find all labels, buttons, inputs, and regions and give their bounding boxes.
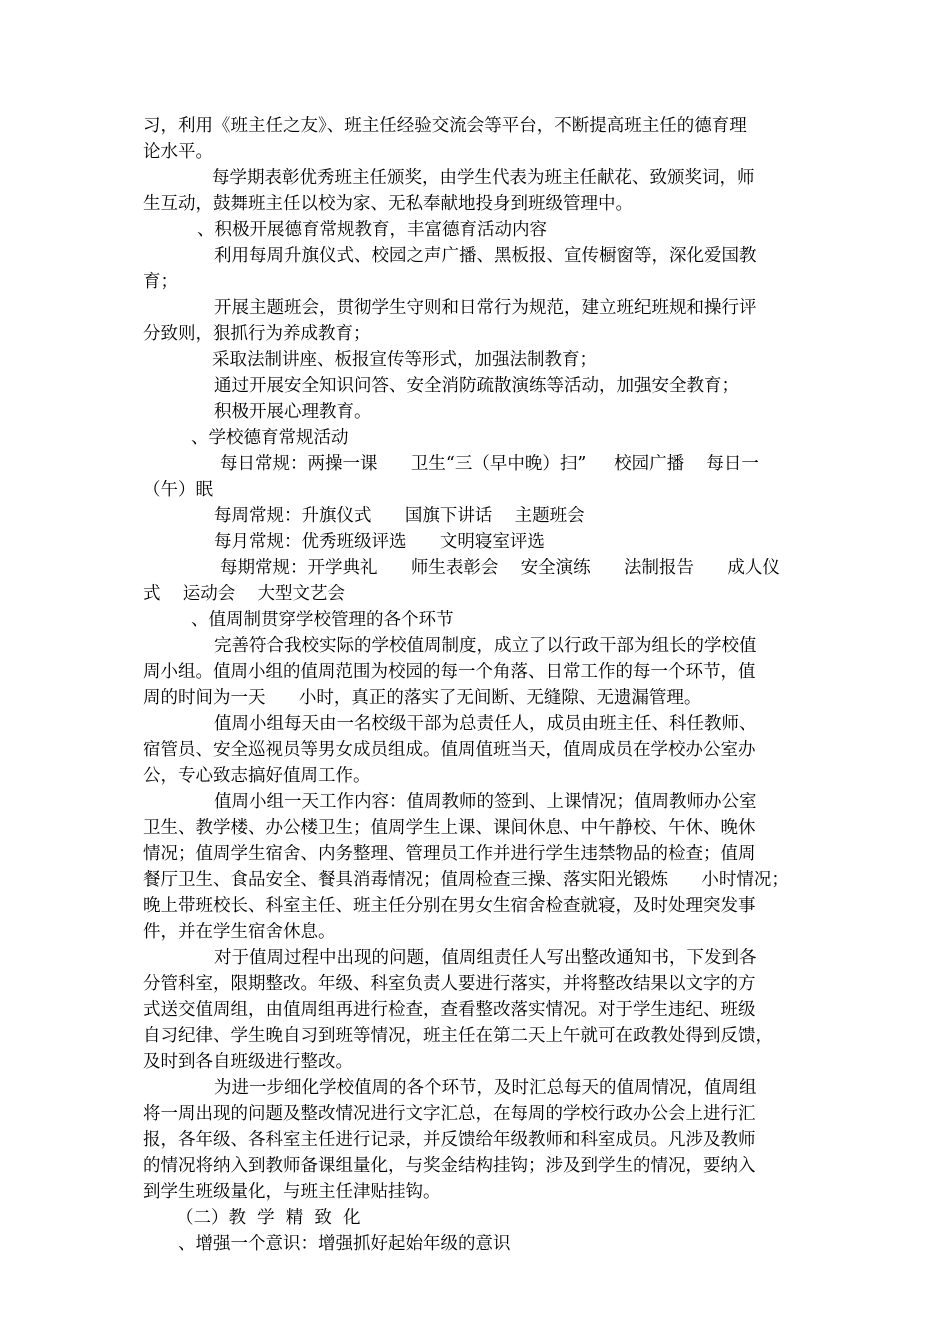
paragraph-line: 每月常规：优秀班级评选 文明寝室评选 [214, 532, 545, 552]
paragraph-line: 及时到各自班级进行整改。 [143, 1052, 353, 1072]
paragraph-line: 通过开展安全知识问答、安全消防疏散演练等活动，加强安全教育； [214, 376, 739, 396]
paragraph-line: 值周小组一天工作内容：值周教师的签到、上课情况；值周教师办公室 [214, 792, 757, 812]
paragraph-line: 周小组。值周小组的值周范围为校园的每一个角落、日常工作的每一个环节，值 [143, 662, 756, 682]
paragraph-line: 对于值周过程中出现的问题，值周组责任人写出整改通知书，下发到各 [214, 948, 757, 968]
paragraph-line: 到学生班级量化，与班主任津贴挂钩。 [143, 1182, 441, 1202]
paragraph-line: 公，专心致志搞好值周工作。 [143, 766, 371, 786]
paragraph-line: 自习纪律、学生晚自习到班等情况，班主任在第二天上午就可在政教处得到反馈， [143, 1026, 773, 1046]
paragraph-line: 论水平。 [143, 142, 213, 162]
paragraph-line: 将一周出现的问题及整改情况进行文字汇总，在每周的学校行政办公会上进行汇 [143, 1104, 756, 1124]
paragraph-line: 餐厅卫生、食品安全、餐具消毒情况；值周检查三操、落实阳光锻炼 小时情况； [143, 870, 789, 890]
paragraph-line: 每周常规：升旗仪式 国旗下讲话 主题班会 [214, 506, 585, 526]
paragraph-line: 采取法制讲座、板报宣传等形式，加强法制教育； [212, 350, 597, 370]
paragraph-line: 每日常规：两操一课 卫生“三（早中晚）扫” 校园广播 每日一 [220, 454, 759, 474]
paragraph-line: 的情况将纳入到教师备课组量化，与奖金结构挂钩；涉及到学生的情况，要纳入 [143, 1156, 756, 1176]
paragraph-line: 值周小组每天由一名校级干部为总责任人，成员由班主任、科任教师、 [214, 714, 757, 734]
paragraph-line: 利用每周升旗仪式、校园之声广播、黑板报、宣传橱窗等，深化爱国教 [214, 246, 757, 266]
paragraph-line: 晚上带班校长、科室主任、班主任分别在男女生宿舍检查就寝，及时处理突发事 [143, 896, 756, 916]
section-heading: 、值周制贯穿学校管理的各个环节 [191, 610, 454, 630]
paragraph-line: （午）眠 [143, 480, 213, 500]
paragraph-line: 生互动，鼓舞班主任以校为家、无私奉献地投身到班级管理中。 [143, 194, 633, 214]
section-heading: （二）教 学 精 致 化 [176, 1208, 361, 1228]
section-heading: 、学校德育常规活动 [191, 428, 349, 448]
paragraph-line: 卫生、教学楼、办公楼卫生；值周学生上课、课间休息、中午静校、午休、晚休 [143, 818, 756, 838]
section-heading: 、积极开展德育常规教育，丰富德育活动内容 [197, 220, 547, 240]
paragraph-line: 分管科室，限期整改。年级、科室负责人要进行落实，并将整改结果以文字的方 [143, 974, 756, 994]
paragraph-line: 式送交值周组，由值周组再进行检查，查看整改落实情况。对于学生违纪、班级 [143, 1000, 756, 1020]
paragraph-line: 为进一步细化学校值周的各个环节，及时汇总每天的值周情况，值周组 [214, 1078, 757, 1098]
paragraph-line: 分致则，狠抓行为养成教育； [143, 324, 371, 344]
paragraph-line: 积极开展心理教育。 [214, 402, 372, 422]
paragraph-line: 习，利用《班主任之友》、班主任经验交流会等平台，不断提高班主任的德育理 [143, 116, 747, 136]
paragraph-line: 开展主题班会，贯彻学生守则和日常行为规范，建立班纪班规和操行评 [214, 298, 757, 318]
paragraph-line: 完善符合我校实际的学校值周制度，成立了以行政干部为组长的学校值 [214, 636, 757, 656]
paragraph-line: 育； [143, 272, 178, 292]
paragraph-line: 报，各年级、各科室主任进行记录，并反馈给年级教师和科室成员。凡涉及教师 [143, 1130, 756, 1150]
paragraph-line: 件，并在学生宿舍休息。 [143, 922, 336, 942]
section-heading: 、增强一个意识：增强抓好起始年级的意识 [178, 1234, 511, 1254]
paragraph-line: 情况；值周学生宿舍、内务整理、管理员工作并进行学生违禁物品的检查；值周 [143, 844, 756, 864]
paragraph-line: 周的时间为一天 小时，真正的落实了无间断、无缝隙、无遗漏管理。 [143, 688, 702, 708]
paragraph-line: 每学期表彰优秀班主任颁奖，由学生代表为班主任献花、致颁奖词，师 [212, 168, 755, 188]
paragraph-line: 每期常规：开学典礼 师生表彰会 安全演练 法制报告 成人仪 [220, 558, 780, 578]
paragraph-line: 宿管员、安全巡视员等男女成员组成。值周值班当天，值周成员在学校办公室办 [143, 740, 756, 760]
paragraph-line: 式 运动会 大型文艺会 [143, 584, 346, 604]
